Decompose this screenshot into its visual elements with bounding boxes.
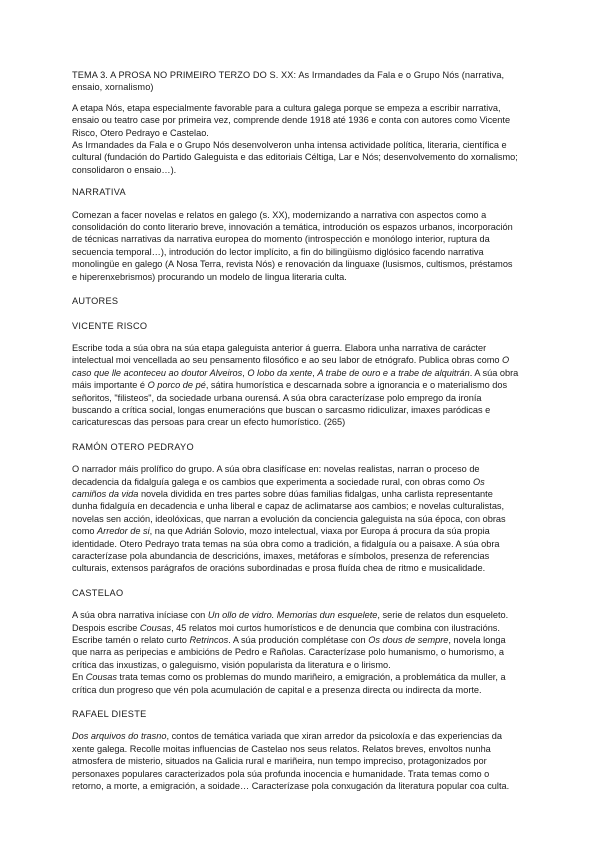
work-title: Arredor de si [97,526,150,537]
text-run: O narrador máis prolífico do grupo. A súa obra clasifícase en: novelas realistas, narran o proceso de decadencia da fidalguía galega e os cambios que experimenta a sociedade rural, con obras como [72,464,480,487]
text-run: . A súa obra máis importante é [72,367,519,391]
text-run: Escribe toda a súa obra na súa etapa galeguista anterior á guerra. Elabora unha narrativa de carácter intelectual moi vencellada ao seu pensamento filosófico e ao seu labor de etnógrafo. Publica obras como [72,342,503,366]
work-title: Cousas [85,672,117,683]
text-run: , novela longa que narra as peripecias e ambicións de Pedro e Rañolas. Caracterízase polo humanismo, o humorismo, a crítica das inxustizas, o galeguismo, visión popularista da literatura e o lirismo. [72,635,506,670]
text-run: trata temas como os problemas do mundo mariñeiro, a emigración, a problemática da muller, a crítica dun progreso que vén pola acumulación de capital e a presenza directa ou indirecta da morte. [72,672,506,695]
narrativa-paragraph: Comezan a facer novelas e relatos en galego (s. XX), modernizando a narrativa con aspectos como a consolidación do conto literario breve, innovación a temática, introdución os espazos urbanos, incorporación de técnicas narrativas da narrativa europea do momento (introspección e monólogo interior, ruptura da secuencia temporal…), introdución do lector implícito, a fin do bilingüismo diglósico facendo narrativa monolingüe en galego (A Nosa Terra, revista Nós) e renovación da linguaxe (lusismos, cultismos, préstamos e hiperenxebrismos) procurando un modelo de lingua literaria culta. [72,209,513,282]
text-run: , [312,367,318,378]
work-title: O lobo da xente [247,367,313,378]
section-heading-autores: AUTORES [72,296,119,307]
author-heading-dieste: RAFAEL DIESTE [72,709,147,720]
work-title: Un ollo de vidro. Memorias dun esquelete [207,610,378,621]
work-title: A trabe de ouro e a trabe de alquitrán [317,367,470,378]
text-run: En [72,672,86,683]
text-run: , [242,367,248,378]
document-title: TEMA 3. A PROSA NO PRIMEIRO TERZO DO S. XX: As Irmandades da Fala e o Grupo Nós (narrativa, ensaio, xornalismo) [72,70,505,93]
work-title: Cousas [139,622,172,633]
work-title: Os camiños da vida [72,476,485,499]
work-title: O porco de pé [147,380,206,391]
intro-paragraph-2: As Irmandades da Fala e o Grupo Nós desenvolveron unha intensa actividade política, literaria, científica e cultural (fundación do Partido Galeguista e das editoriais Céltiga, Lar e Nós; desenvolvemento do xornalismo; consolidaron o ensaio…). [72,140,518,175]
work-title: Retrincos [189,635,229,646]
text-run: novela dividida en tres partes sobre dúas familias fidalgas, unha carlista representante dunha fidalguía en decadencia e unha liberal e capaz de aclimatarse aos cambios; e novelas culturalistas, novelas sen acción, ideolóxicas, que narran a evolución da conciencia galeguista na súa época, con obras como [72,488,506,537]
dieste-paragraph [72,730,520,792]
text-run: , serie de relatos dun esqueleto. Despois escribe [72,610,509,633]
text-run: , na que Adrián Solovio, mozo intelectual, viaxa por Europa á procura da súa propia identidade. Otero Pedrayo trata temas na súa obra como a tradición, a fidalguía ou a paisaxe. A súa obra caracterízase pola abundancia de descricións, imaxes, metáforas e símbolos, presenza de referencias culturais, extensos parágrafos de oracións subordinadas e prosa fluída chea de ritmo e musicalidade. [72,526,500,574]
text-run: , 45 relatos moi curtos humorísticos e de denuncia que combina con ilustracións. Escribe tamén o relato curto [72,622,500,646]
castelao-paragraph-1 [72,609,520,671]
castelao-paragraph-2 [72,671,520,696]
work-title: Dos arquivos do trasno [72,731,167,742]
castelao-section [72,609,520,696]
intro-paragraph-1: A etapa Nós, etapa especialmente favorable para a cultura galega porque se empeza a escribir narrativa, ensaio ou teatro case por primeira vez, comprende dende 1918 até 1936 e conta con autores como Vicente Risco, Otero Pedrayo e Castelao. [72,102,511,138]
author-heading-risco: VICENTE RISCO [72,320,148,331]
intro-section [72,102,520,176]
text-run: , sátira humorística e descarnada sobre a ignorancia e o materialismo dos señoritos, "filisteos", da sociedade urbana ourensá. A súa obra caracterízase polo emprego da ironía buscando a crítica social, longas enumeracións que buscan o sarcasmo ridiculizar, imaxes paródicas e caricaturescas das persoas para crear un efecto humorístico. (265) [72,380,508,428]
otero-paragraph [72,463,520,575]
author-heading-castelao: CASTELAO [72,587,124,598]
work-title: Os dous de sempre [368,635,449,646]
author-heading-otero: RAMÓN OTERO PEDRAYO [72,441,194,452]
text-run: . A súa produción complétase con [228,635,369,646]
risco-paragraph [72,342,520,429]
work-title: O caso que lle aconteceu ao doutor Alveiros [72,355,510,378]
section-heading-narrativa: NARRATIVA [72,187,126,198]
text-run: , contos de temática variada que xiran arredor da psicoloxía e das experiencias da xente galega. Recolle moitas influencias de Castelao nos seus relatos. Relatos breves, envoltos nunha atmosfera de misterio, situados na Galicia rural e mariñeira, nun tempo impreciso, protagonizados por personaxes populares caracterizados pola súa profunda inocencia e humanidade. Trata temas como o retorno, a morte, a emigración, a soidade… Caracterízase pola conxugación da literatura popular coa culta. [72,731,510,792]
text-run: A súa obra narrativa iníciase con [72,610,208,621]
